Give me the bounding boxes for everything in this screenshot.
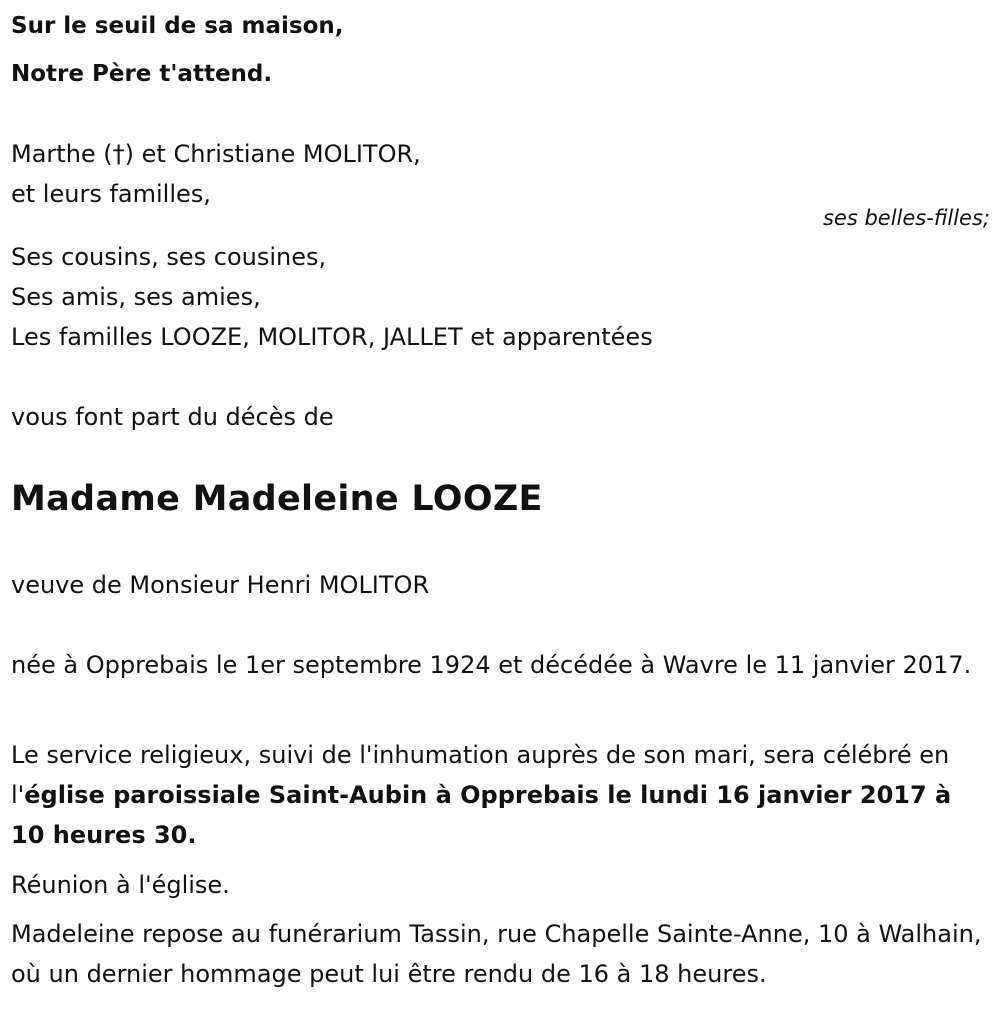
- relatives-line-3: Les familles LOOZE, MOLITOR, JALLET et apparentées: [11, 323, 653, 351]
- family-line-2: et leurs familles,: [11, 180, 211, 208]
- announcement-text: vous font part du décès de: [11, 403, 334, 431]
- verse-line-2: Notre Père t'attend.: [11, 61, 273, 87]
- widow-of-text: veuve de Monsieur Henri MOLITOR: [11, 571, 430, 599]
- relatives-line-2: Ses amis, ses amies,: [11, 283, 261, 311]
- opening-verse: [11, 0, 986, 98]
- verse-line-1: Sur le seuil de sa maison,: [11, 13, 344, 39]
- family-line-1: Marthe (†) et Christiane MOLITOR,: [11, 140, 421, 168]
- service-details: [11, 735, 971, 855]
- family-block-relatives: [11, 237, 653, 357]
- meeting-text: Réunion à l'église.: [11, 871, 230, 899]
- deceased-name: Madame Madeleine LOOZE: [11, 479, 543, 519]
- relatives-line-1: Ses cousins, ses cousines,: [11, 243, 327, 271]
- service-location-date: église paroissiale Saint-Aubin à Opprebais le lundi 16 janvier 2017 à 10 heures 30.: [11, 781, 952, 849]
- birth-death-text: née à Opprebais le 1er septembre 1924 et décédée à Wavre le 11 janvier 2017.: [11, 651, 972, 679]
- resting-place-text: Madeleine repose au funérarium Tassin, rue Chapelle Sainte-Anne, 10 à Walhain, où un dernier hommage peut lui être rendu de 16 à 18 heures.: [11, 920, 982, 988]
- family-block-children: [11, 134, 421, 214]
- service-intro: Le service religieux, suivi de l'inhumation auprès de son mari, sera célébré en l': [11, 741, 950, 809]
- side-note: ses belles-filles;: [822, 206, 990, 230]
